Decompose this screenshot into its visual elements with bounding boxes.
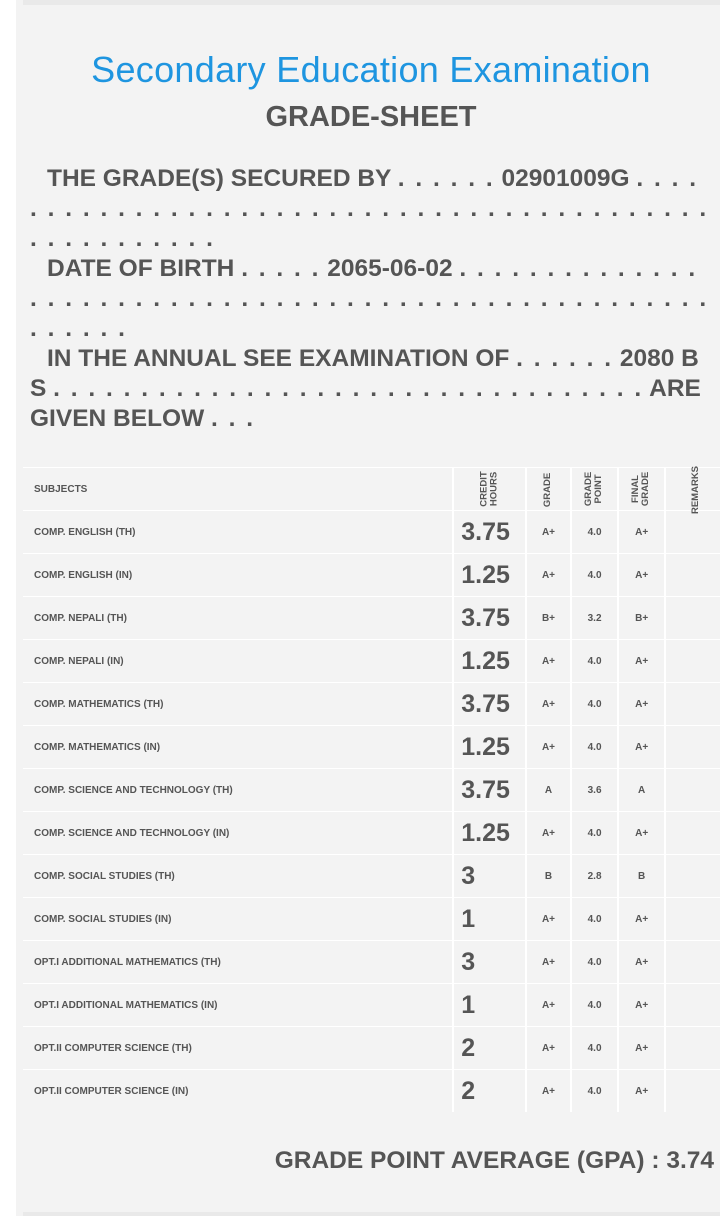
remarks-cell [666,639,720,682]
date-of-birth: 2065-06-02 [327,255,453,282]
subject-cell: COMP. SOCIAL STUDIES (TH) [23,854,454,897]
dot-leader: . . . [211,405,256,432]
header-final-grade [619,467,667,510]
table-row [23,553,720,596]
grades-table [23,467,720,1112]
grade-cell: A+ [527,553,573,596]
subject-cell: COMP. NEPALI (TH) [23,596,454,639]
grade-point-cell: 4.0 [572,811,619,854]
table-row [23,639,720,682]
remarks-cell [666,682,720,725]
subject-cell: COMP. SCIENCE AND TECHNOLOGY (TH) [23,768,454,811]
header-credit-hours-line1: CREDIT [478,471,490,507]
subject-cell: COMP. ENGLISH (TH) [23,510,454,553]
credit-hours-cell: 3 [454,854,526,897]
credit-hours-cell: 3.75 [454,596,526,639]
table-row [23,596,720,639]
grade-cell: A+ [527,510,573,553]
secured-by-line [30,164,714,254]
grade-point-cell: 4.0 [572,1069,619,1112]
remarks-cell [666,553,720,596]
grade-cell: B+ [527,596,573,639]
credit-hours-cell: 1 [454,897,526,940]
credit-hours-cell: 3.75 [454,682,526,725]
subject-cell: OPT.II COMPUTER SCIENCE (TH) [23,1026,454,1069]
header-grade-point-line1: GRADE [583,471,595,507]
secured-by-label: THE GRADE(S) SECURED BY [47,165,391,192]
header-grade [527,467,573,510]
dot-leader: . . . . . . . . . . . . . . . . . . . . . . . . . . . . . . . . . . . . . . . . . . . . . . . . . . . . . . [30,165,709,252]
table-row [23,1069,720,1112]
header-subjects: SUBJECTS [23,467,454,510]
header-credit-hours-line2: HOURS [488,471,500,507]
remarks-cell [666,768,720,811]
grade-point-cell: 4.0 [572,725,619,768]
table-row [23,682,720,725]
grade-cell: A+ [527,897,573,940]
table-row [23,854,720,897]
top-divider [23,0,720,5]
final-grade-cell: A+ [619,983,667,1026]
grade-point-cell: 4.0 [572,682,619,725]
table-row [23,897,720,940]
final-grade-cell: A+ [619,682,667,725]
dot-leader: . . . . . . [516,345,614,372]
subject-cell: OPT.I ADDITIONAL MATHEMATICS (TH) [23,940,454,983]
subject-cell: COMP. ENGLISH (IN) [23,553,454,596]
gpa-line [275,1146,714,1176]
credit-hours-cell: 1.25 [454,639,526,682]
credit-hours-cell: 1.25 [454,811,526,854]
credit-hours-cell: 2 [454,1026,526,1069]
dob-label: DATE OF BIRTH [47,255,235,282]
table-row [23,725,720,768]
grade-point-cell: 4.0 [572,639,619,682]
grade-point-cell: 4.0 [572,940,619,983]
header-remarks [666,465,720,514]
dot-leader: . . . . . [241,255,321,282]
credit-hours-cell: 3.75 [454,768,526,811]
grade-sheet-panel [16,0,720,1216]
final-grade-cell: B+ [619,596,667,639]
header-grade-point-line2: POINT [593,474,605,504]
grade-point-cell: 3.6 [572,768,619,811]
remarks-cell [666,510,720,553]
credit-hours-cell: 1.25 [454,553,526,596]
grade-point-cell: 3.2 [572,596,619,639]
credit-hours-cell: 2 [454,1069,526,1112]
final-grade-cell: A [619,768,667,811]
bottom-divider [23,1212,720,1216]
remarks-cell [666,897,720,940]
credit-hours-cell: 3 [454,940,526,983]
subject-cell: OPT.I ADDITIONAL MATHEMATICS (IN) [23,983,454,1026]
grade-point-cell: 4.0 [572,983,619,1026]
header-grade-point [572,467,619,510]
remarks-cell [666,1026,720,1069]
dot-leader: . . . . . . . . . . . . . . . . . . . . . . . . . . . . . . . . . . [53,375,644,402]
dob-line [30,254,714,344]
remarks-cell [666,596,720,639]
table-row [23,940,720,983]
final-grade-cell: A+ [619,510,667,553]
grade-cell: A+ [527,811,573,854]
gpa-label: GRADE POINT AVERAGE (GPA) : [274,1147,660,1174]
remarks-cell [666,811,720,854]
final-grade-cell: A+ [619,725,667,768]
grade-cell: A+ [527,639,573,682]
credit-hours-cell: 1.25 [454,725,526,768]
subject-cell: OPT.II COMPUTER SCIENCE (IN) [23,1069,454,1112]
exam-year: 2080 BS [30,345,699,402]
grade-point-cell: 2.8 [572,854,619,897]
symbol-number: 02901009G [501,165,630,192]
final-grade-cell: A+ [619,940,667,983]
grade-point-cell: 4.0 [572,897,619,940]
remarks-cell [666,854,720,897]
exam-label: IN THE ANNUAL SEE EXAMINATION OF [47,345,510,372]
grade-cell: A+ [527,1026,573,1069]
dot-leader: . . . . . . . . . . . . . . . . . . . . . . . . . . . . . . . . . . . . . . . . . . . . . . . . . . . . . . . . . . . [30,255,709,342]
final-grade-cell: A+ [619,897,667,940]
final-grade-cell: A+ [619,811,667,854]
grade-cell: A+ [527,682,573,725]
subject-cell: COMP. MATHEMATICS (IN) [23,725,454,768]
remarks-cell [666,983,720,1026]
header-credit-hours [454,467,526,510]
table-row [23,768,720,811]
final-grade-cell: A+ [619,1069,667,1112]
credit-hours-cell: 1 [454,983,526,1026]
remarks-cell [666,725,720,768]
final-grade-cell: A+ [619,1026,667,1069]
table-header-row [23,467,720,510]
gpa-value: 3.74 [666,1147,714,1174]
header-grade-text: GRADE [542,472,554,507]
table-row [23,1026,720,1069]
table-row [23,983,720,1026]
grade-cell: A+ [527,983,573,1026]
remarks-cell [666,1069,720,1112]
final-grade-cell: A+ [619,639,667,682]
grade-point-cell: 4.0 [572,553,619,596]
exam-line [30,344,714,434]
remarks-cell [666,940,720,983]
subject-cell: COMP. SCIENCE AND TECHNOLOGY (IN) [23,811,454,854]
final-grade-cell: A+ [619,553,667,596]
grade-cell: B [527,854,573,897]
final-grade-cell: B [619,854,667,897]
grade-point-cell: 4.0 [572,510,619,553]
grade-cell: A+ [527,940,573,983]
header-remarks-text: REMARKS [690,465,702,514]
table-row [23,510,720,553]
exam-title: Secondary Education Examination [91,49,651,90]
subject-cell: COMP. SOCIAL STUDIES (IN) [23,897,454,940]
grade-sheet-heading: GRADE-SHEET [265,101,477,133]
given-below-text: ARE GIVEN BELOW [30,375,701,432]
grade-cell: A [527,768,573,811]
grade-cell: A+ [527,725,573,768]
subject-cell: COMP. NEPALI (IN) [23,639,454,682]
grade-cell: A+ [527,1069,573,1112]
table-row [23,811,720,854]
credit-hours-cell: 3.75 [454,510,526,553]
dot-leader: . . . . . . [397,165,495,192]
subject-cell: COMP. MATHEMATICS (TH) [23,682,454,725]
grade-point-cell: 4.0 [572,1026,619,1069]
header-final-grade-line2: GRADE [640,471,652,507]
header-final-grade-line1: FINAL [630,475,642,503]
